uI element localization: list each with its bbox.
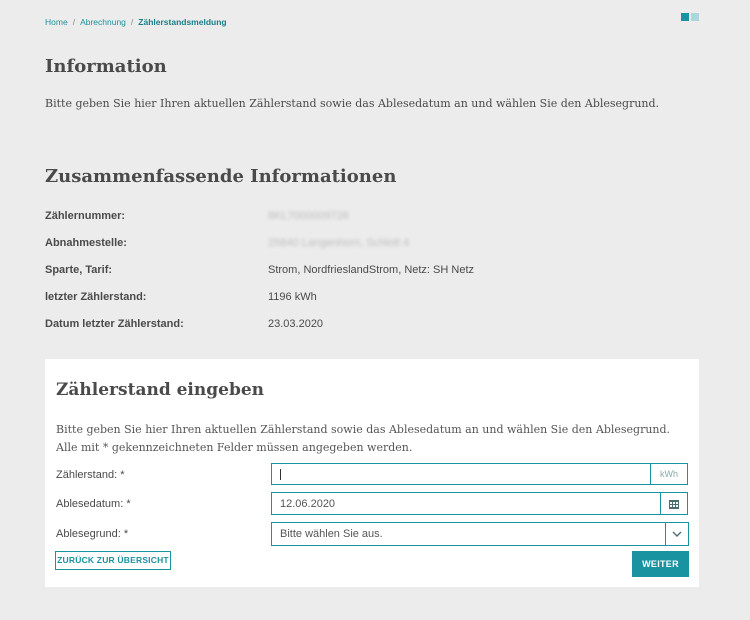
page-indicator-icon [681, 13, 699, 21]
form-intro [56, 421, 686, 457]
calendar-icon [669, 499, 679, 509]
delivery-point-value: 25840 Langenhorn, Schlott 4 [268, 237, 410, 249]
form-intro-line-2: Alle mit * gekennzeichneten Felder müssen angegeben werden. [56, 441, 413, 454]
form-intro-line-1: Bitte geben Sie hier Ihren aktuellen Zählerstand sowie das Ablesedatum an und wählen Sie den Ablesegrund. [56, 423, 671, 436]
date-field-label: Ablesedatum: * [56, 498, 131, 510]
unit-addon: kWh [650, 463, 688, 485]
breadcrumb-separator: / [72, 17, 76, 27]
information-text: Bitte geben Sie hier Ihren aktuellen Zählerstand sowie das Ablesedatum an und wählen Sie den Ablesegrund. [45, 97, 660, 110]
summary-title: Zusammenfassende Informationen [45, 166, 397, 187]
summary-label: Abnahmestelle: [45, 237, 127, 249]
last-reading-value: 1196 kWh [268, 291, 317, 303]
summary-label: Zählernummer: [45, 210, 126, 222]
meter-reading-text[interactable] [272, 464, 650, 484]
summary-label: Datum letzter Zählerstand: [45, 318, 184, 330]
summary-label: Sparte, Tarif: [45, 264, 113, 276]
breadcrumb-current: Zählerstandsmeldung [138, 17, 227, 27]
summary-list [45, 210, 645, 345]
reading-date-text[interactable] [272, 493, 661, 514]
dropdown-toggle[interactable] [665, 523, 688, 545]
text-cursor [280, 469, 281, 480]
summary-label: letzter Zählerstand: [45, 291, 147, 303]
reason-field-label: Ablesegrund: * [56, 528, 129, 540]
summary-row-delivery-point [45, 237, 645, 264]
summary-row-meter-number [45, 210, 645, 237]
last-reading-date-value: 23.03.2020 [268, 318, 324, 330]
reading-reason-value: Bitte wählen Sie aus. [280, 528, 383, 540]
back-to-overview-button[interactable]: ZURÜCK ZUR ÜBERSICHT [55, 551, 171, 570]
breadcrumb [45, 17, 227, 27]
next-button[interactable]: WEITER [632, 551, 689, 577]
meter-reading-input[interactable] [271, 463, 651, 485]
breadcrumb-separator: / [130, 17, 134, 27]
meter-number-value: 8KL7000009726 [268, 210, 349, 222]
summary-row-last-reading [45, 291, 645, 318]
reading-date-input[interactable] [271, 492, 662, 515]
meter-field-label: Zählerstand: * [56, 469, 125, 481]
chevron-down-icon [672, 531, 682, 537]
calendar-button[interactable] [660, 492, 688, 515]
meter-reading-form [45, 359, 699, 587]
summary-row-last-reading-date [45, 318, 645, 345]
tariff-value: Strom, NordfrieslandStrom, Netz: SH Netz [268, 264, 475, 276]
information-title: Information [45, 56, 167, 77]
breadcrumb-home-link[interactable]: Home [45, 17, 68, 27]
breadcrumb-abrechnung-link[interactable]: Abrechnung [80, 17, 126, 27]
reading-reason-select[interactable] [271, 522, 689, 546]
form-title: Zählerstand eingeben [56, 380, 265, 400]
summary-row-tariff [45, 264, 645, 291]
